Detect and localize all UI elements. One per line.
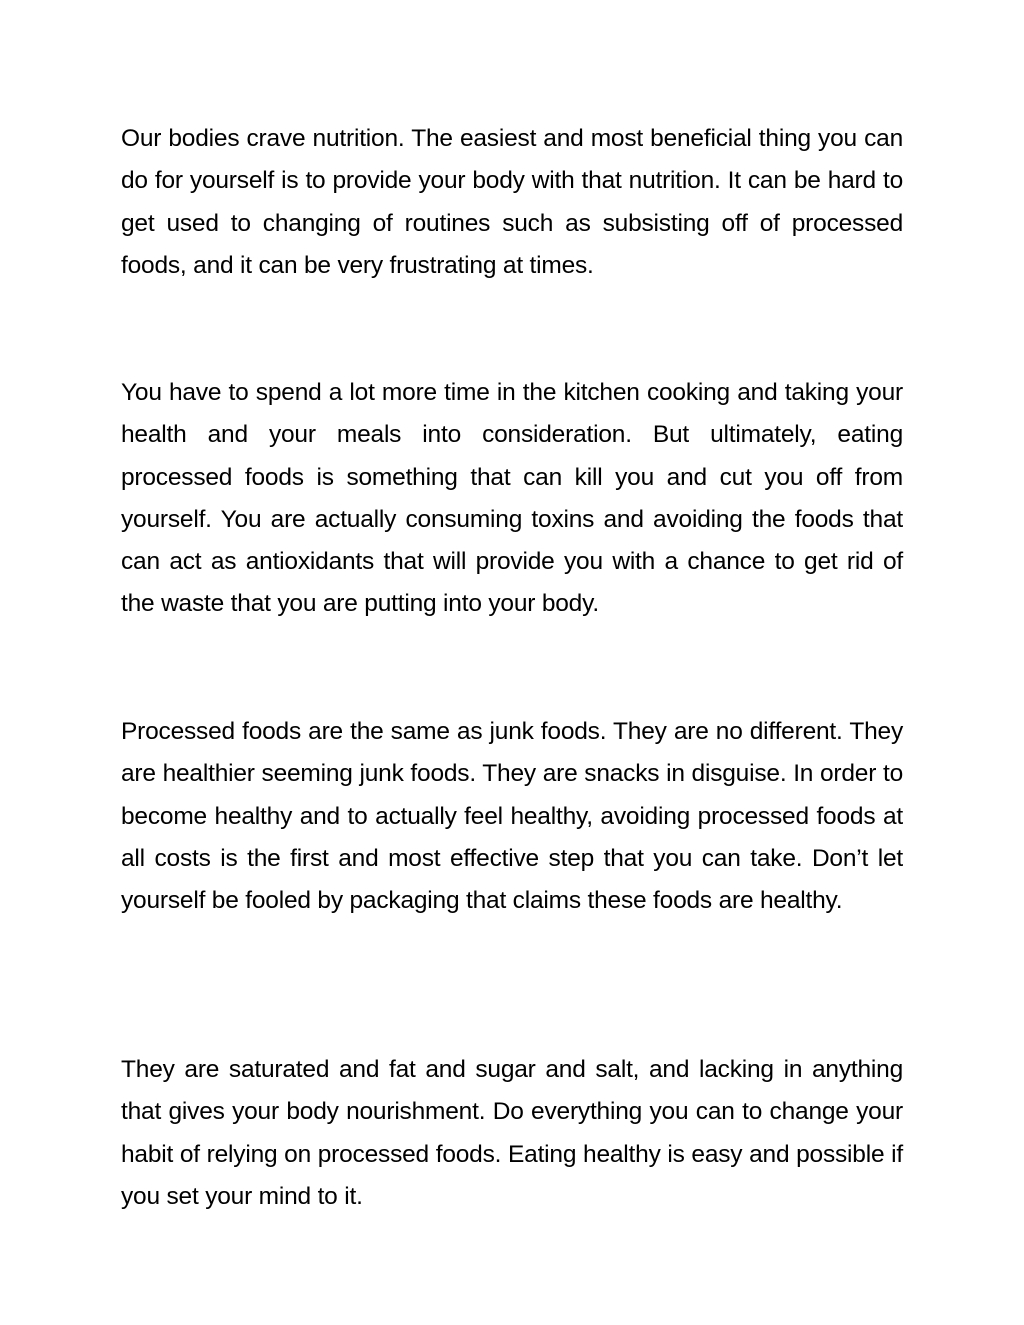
paragraph-1: Our bodies crave nutrition. The easiest and most beneficial thing you can do for yourself is to provide your body with that nutrition. It can be hard to get used to changing of routines such as subsisting off of processed foods, and it can be very frustrating at times. [121, 125, 903, 279]
paragraph-2: You have to spend a lot more time in the kitchen cooking and taking your health and your meals into consideration. But ultimately, eating processed foods is something that can kill you and cut you off from yourself. You are actually consuming toxins and avoiding the foods that can act as antioxidants that will provide you with a chance to get rid of the waste that you are putting into your body. [121, 379, 903, 618]
paragraph-4: They are saturated and fat and sugar and salt, and lacking in anything that gives your body nourishment. Do everything you can to change your habit of relying on processed foods. Eating healthy is easy and possible if you set your mind to it. [121, 1056, 903, 1210]
paragraph-3: Processed foods are the same as junk foods. They are no different. They are healthier seeming junk foods. They are snacks in disguise. In order to become healthy and to actually feel healthy, avoiding processed foods at all costs is the first and most effective step that you can take. Don’t let yourself be fooled by packaging that claims these foods are healthy. [121, 718, 903, 915]
